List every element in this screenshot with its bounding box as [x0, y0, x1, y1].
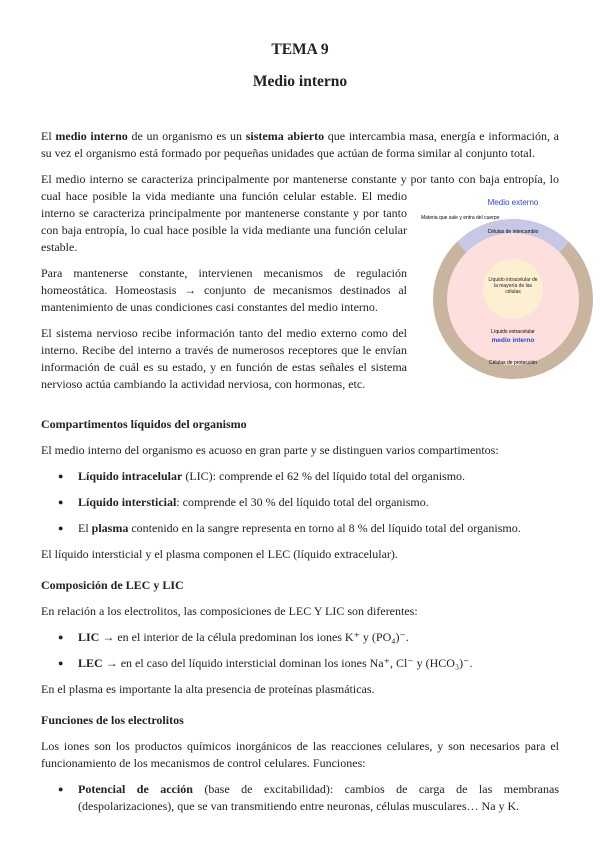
heading-compartments: Compartimentos líquidos del organismo — [41, 417, 247, 431]
paragraph: El medio interno del organismo es acuoso en gran parte y se distinguen varios compartimentos: — [41, 443, 499, 457]
paragraph-nervous: El sistema nervioso recibe información tanto del medio externo como del interno. Recibe del interno a través de numerosos receptores que le envían información de cuál es su estado, y en función de estas señales el sistema nervioso actúa cambiando la actividad nerviosa, con hormonas, etc. — [41, 326, 407, 391]
list-item: ● LEC → en el caso del líquido intersticial dominan los iones Na⁺, Cl⁻ y (HCO₃)⁻. — [41, 655, 559, 672]
fig-label-protection: Células de protección — [488, 360, 538, 366]
page-title: TEMA 9 — [271, 41, 329, 58]
paragraph-intro: El medio interno de un organismo es un sistema abierto que intercambia masa, energía e información, a su vez el organismo está formado por pequeñas unidades que actúan de forma similar al conjunto total. — [41, 129, 560, 160]
fig-label-matter: Materia que sale y entra del cuerpo — [421, 215, 500, 221]
paragraph-homeostasis: Para mantenerse constante, intervienen mecanismos de regulación homeostática. Homeostasis → conjunto de mecanismos destinados al mantenimiento de unas condiciones casi constantes del medio interno. — [41, 266, 407, 314]
fig-label-internal: medio interno — [491, 337, 535, 344]
heading-functions: Funciones de los electrolitos — [41, 713, 184, 727]
paragraph-entropy: El medio interno se caracteriza principalmente por mantenerse constante y por tanto con baja entropía, lo cual hace posible la vida mediante una función celular estable. El medio interno se caracteriza principalmente por mantenerse constante y por tanto con baja entropía, lo cual hace posible la vida mediante una función celular estable. — [41, 172, 559, 254]
paragraph: En relación a los electrolitos, las composiciones de LEC Y LIC son diferentes: — [41, 604, 418, 618]
medio-interno-diagram — [413, 189, 593, 389]
paragraph: El líquido intersticial y el plasma componen el LEC (líquido extracelular). — [41, 547, 398, 561]
paragraph: En el plasma es importante la alta presencia de proteínas plasmáticas. — [41, 682, 375, 696]
list-item: ● Líquido intracelular (LIC): comprende el 62 % del líquido total del organismo. — [41, 468, 559, 485]
list-item: ● El plasma contenido en la sangre representa en torno al 8 % del líquido total del organismo. — [41, 520, 559, 537]
fig-label-lec: Líquido extracelular — [491, 329, 535, 335]
fig-label-lic: Líquido intracelular de la mayoría de las células — [488, 277, 538, 295]
list-item: ● Potencial de acción (base de excitabilidad): cambios de carga de las membranas (despolarizaciones), que se van transmitiendo entre neuronas, células musculares… Na y K. — [41, 781, 559, 815]
list-item: ● LIC → en el interior de la célula predominan los iones K⁺ y (PO₄)⁻. — [41, 629, 559, 646]
page-subtitle: Medio interno — [252, 73, 348, 90]
heading-composition: Composición de LEC y LIC — [41, 578, 184, 592]
paragraph: Los iones son los productos químicos inorgánicos de las reacciones celulares, y son necesarios para el funcionamiento de los mecanismos de control celulares. Funciones: — [41, 739, 559, 770]
fig-label-external: Medio externo — [487, 198, 539, 207]
list-item: ● Líquido intersticial: comprende el 30 % del líquido total del organismo. — [41, 494, 559, 511]
fig-label-exchange: Células de intercambio — [487, 229, 539, 235]
